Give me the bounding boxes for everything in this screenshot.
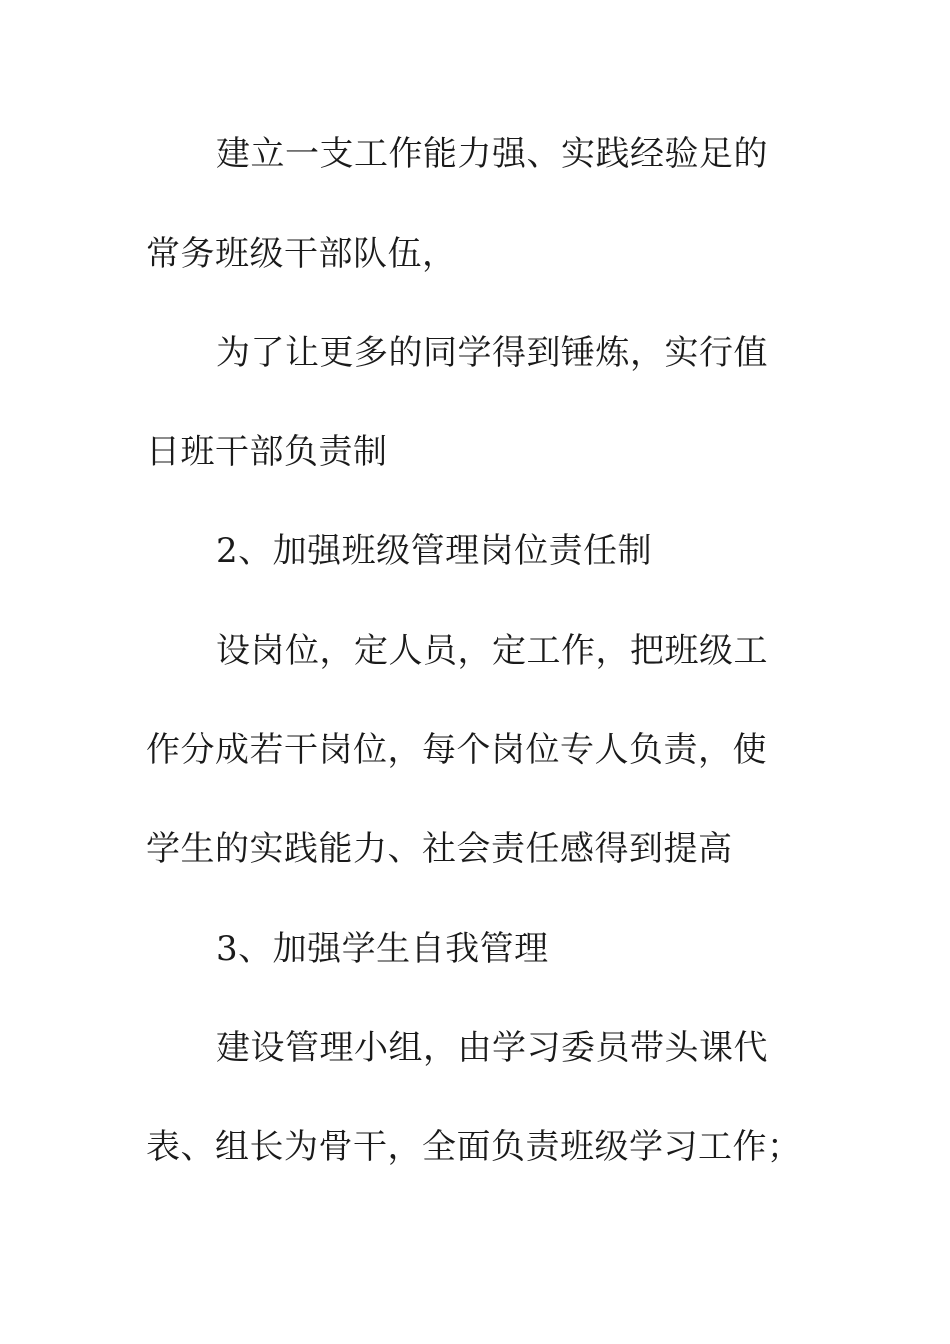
paragraph-line: 日班干部负责制 (146, 432, 388, 472)
paragraph-line: 常务班级干部队伍， (146, 234, 457, 274)
section-heading: 2、加强班级管理岗位责任制 (216, 531, 653, 571)
paragraph-line: 建设管理小组，由学习委员带头课代 (216, 1028, 768, 1068)
paragraph-line: 建立一支工作能力强、实践经验足的 (216, 134, 768, 174)
paragraph-line: 设岗位，定人员，定工作，把班级工 (216, 631, 768, 671)
section-heading: 3、加强学生自我管理 (216, 929, 549, 969)
paragraph-line: 作分成若干岗位，每个岗位专人负责，使 (146, 730, 767, 770)
paragraph-line: 学生的实践能力、社会责任感得到提高 (146, 829, 733, 869)
paragraph-line: 为了让更多的同学得到锤炼，实行值 (216, 333, 768, 373)
paragraph-line: 表、组长为骨干，全面负责班级学习工作； (146, 1127, 802, 1167)
